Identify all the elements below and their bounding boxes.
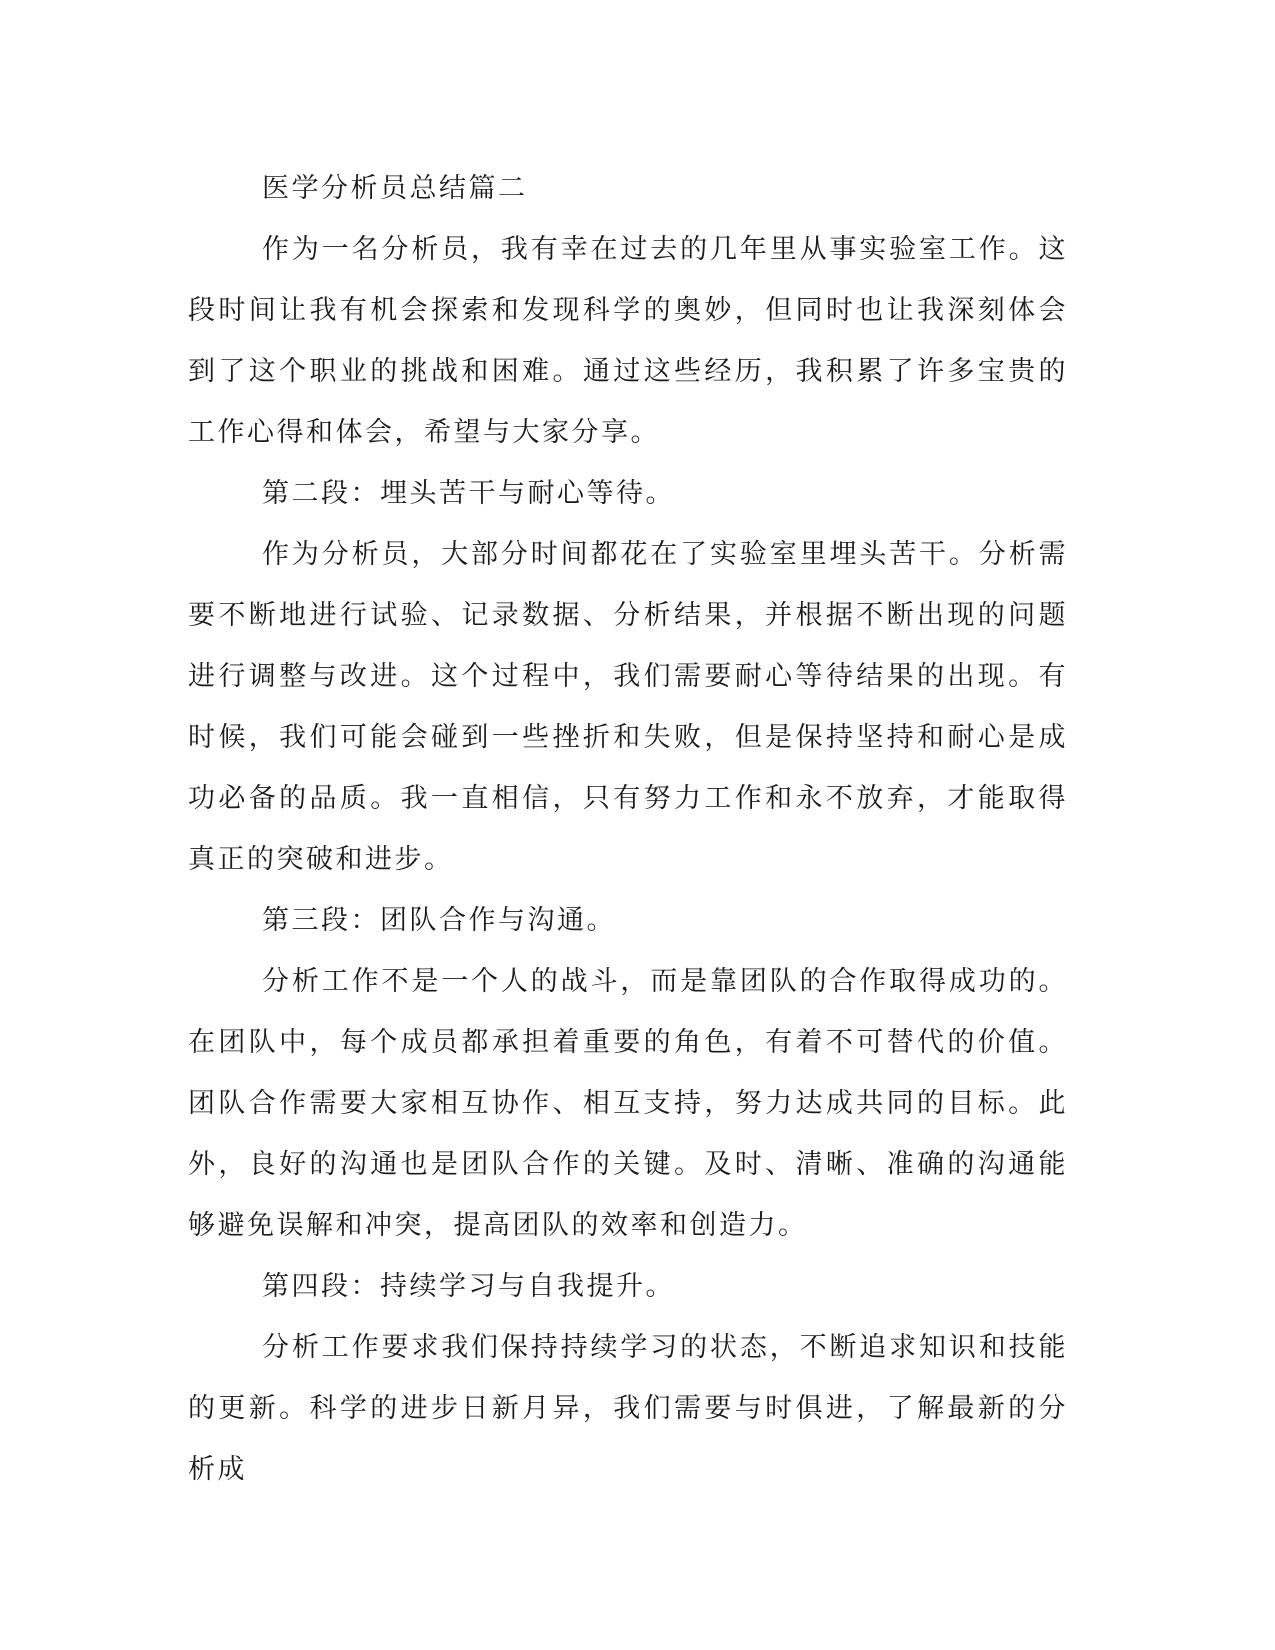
paragraph-intro: 作为一名分析员，我有幸在过去的几年里从事实验室工作。这段时间让我有机会探索和发现科学的奥妙，但同时也让我深刻体会到了这个职业的挑战和困难。通过这些经历，我积累了许多宝贵的工作心得和体会，希望与大家分享。 [188, 234, 1068, 448]
document-title: 医学分析员总结篇二 [262, 173, 528, 204]
paragraph-section-4: 分析工作要求我们保持持续学习的状态，不断追求知识和技能的更新。科学的进步日新月异，我们需要与时俱进，了解最新的分析成 [188, 1332, 1068, 1485]
paragraph-section-2: 作为分析员，大部分时间都花在了实验室里埋头苦干。分析需要不断地进行试验、记录数据、分析结果，并根据不断出现的问题进行调整与改进。这个过程中，我们需要耐心等待结果的出现。有时候，我们可能会碰到一些挫折和失败，但是保持坚持和耐心是成功必备的品质。我一直相信，只有努力工作和永不放弃，才能取得真正的突破和进步。 [188, 539, 1068, 875]
paragraph-section-3: 分析工作不是一个人的战斗，而是靠团队的合作取得成功的。在团队中，每个成员都承担着重要的角色，有着不可替代的价值。团队合作需要大家相互协作、相互支持，努力达成共同的目标。此外，良好的沟通也是团队合作的关键。及时、清晰、准确的沟通能够避免误解和冲突，提高团队的效率和创造力。 [188, 966, 1068, 1241]
section-heading-4: 第四段：持续学习与自我提升。 [262, 1271, 675, 1302]
section-heading-3: 第三段：团队合作与沟通。 [262, 905, 616, 936]
document-body [188, 158, 1068, 1500]
section-heading-2: 第二段：埋头苦干与耐心等待。 [262, 478, 675, 509]
